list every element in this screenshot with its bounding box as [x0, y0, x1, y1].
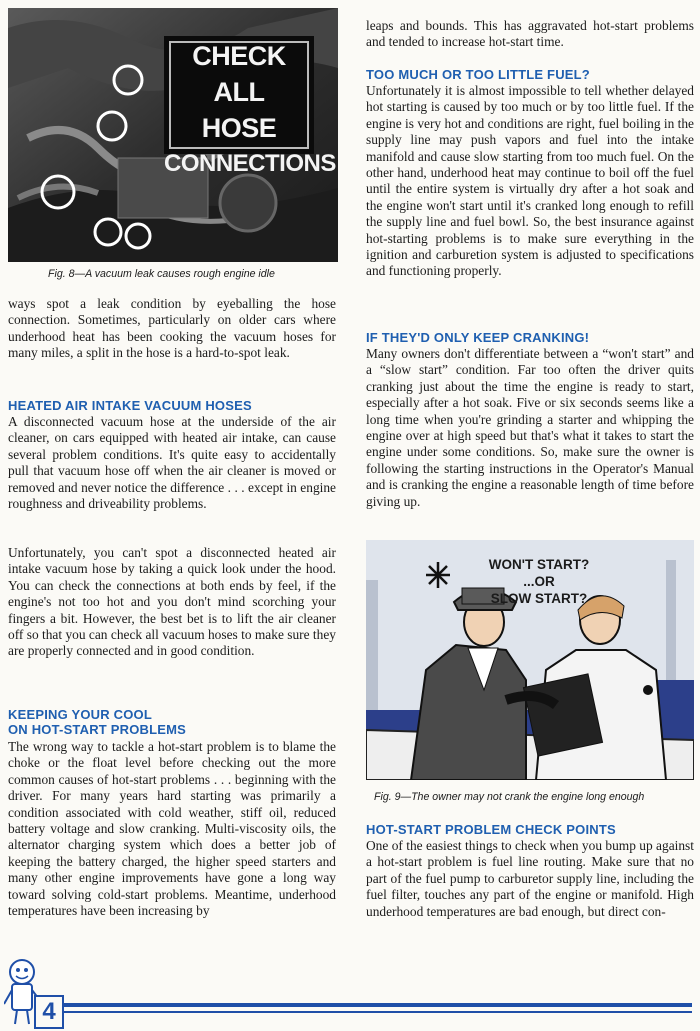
footer-rule	[60, 1003, 692, 1007]
paragraph: One of the easiest things to check when you bump up against a hot-start problem is fuel line routing. Make sure that no part of the fuel pump to carburetor supply line, including the fuel filter, touches any part of the engine or manifold. High underhood temperatures are bad enough, but direct con-	[366, 838, 694, 919]
page-number: 4	[34, 995, 64, 1029]
balloon-line: SLOW START?	[490, 591, 588, 606]
section-heading: HEATED AIR INTAKE VACUUM HOSES	[8, 398, 252, 413]
fig8-caption: Fig. 8—A vacuum leak causes rough engine idle	[48, 268, 275, 280]
fig9-caption: Fig. 9—The owner may not crank the engine long enough	[374, 791, 645, 803]
paragraph: Unfortunately, you can't spot a disconnected heated air intake vacuum hose by taking a quick look under the hood. You can check the connections at both ends by feel, if the engine's not too hot and you don't mind scorching your fingers a bit. However, the best bet is to lift the air cleaner off so that you can check all vacuum hoses to make sure they are properly connected and in good condition.	[8, 545, 336, 659]
fig8-sign-line: CONNECTIONS	[164, 150, 336, 177]
section-heading	[8, 707, 336, 737]
fig9-illustration	[366, 540, 694, 780]
speech-balloon	[484, 556, 594, 607]
heading-line: ON HOT-START PROBLEMS	[8, 722, 187, 737]
section-heading: TOO MUCH OR TOO LITTLE FUEL?	[366, 67, 590, 82]
fig8-sign-line: CHECK ALL	[192, 41, 286, 107]
section-heading: IF THEY'D ONLY KEEP CRANKING!	[366, 330, 590, 345]
fig8-sign-line: HOSE	[201, 113, 277, 143]
fig8-sign	[164, 38, 336, 182]
paragraph: A disconnected vacuum hose at the underside of the air cleaner, on cars equipped with heated air intake, can cause several problem conditions. It's quite easy to accidentally pull that vacuum hose off when the air cleaner is moved or removed and never notice the difference . . . except in engine roughness and driveability problems.	[8, 414, 336, 512]
balloon-line: WON'T START?	[488, 557, 590, 572]
paragraph: leaps and bounds. This has aggravated hot-start problems and tended to increase hot-start time.	[366, 18, 694, 50]
fig8-photo	[8, 8, 338, 262]
footer-rule	[60, 1011, 692, 1013]
paragraph: Unfortunately it is almost impossible to tell whether delayed hot starting is caused by too much or by too little fuel. If the engine is very hot and conditions are right, fuel boiling in the supply line may push vapors and fuel into the intake manifold and cause slow starting from too much fuel. On the other hand, underhood heat may continue to boil off the fuel until the entire system is virtually dry after a hot soak and the engine won't start until it's cranked long enough to refill the supply line and fuel bowl. So, the best insurance against hot-starting problems is to make sure everything in the ignition and carburetion system is adjusted to specifications and functioning properly.	[366, 83, 694, 279]
paragraph: The wrong way to tackle a hot-start problem is to blame the choke or the float level before checking out the more common causes of hot-start problems . . . beginning with the driver. For many years hard starting was primarily a condition associated with cold weather, stiff oil, reduced battery voltage and slow cranking. Multi-viscosity oils, the alternator charging system which does a better job of keeping the battery charged, the higher speed starters and many other engine improvements have gone a long way toward solving cold-start problems. Meantime, underhood temperatures have been increasing by	[8, 739, 336, 919]
heading-line: KEEPING YOUR COOL	[8, 707, 153, 722]
section-heading: HOT-START PROBLEM CHECK POINTS	[366, 822, 616, 837]
paragraph: Many owners don't differentiate between a “won't start” and a “slow start” condition. Far too often the driver quits cranking just about the time the engine is ready to start, especially after a hot soak. Five or six seconds seems like a long time when you're grinding a starter and whipping the engine over at high speed but that's what it takes to start the engine under some conditions. So, make sure the owner is following the starting instructions in the Operator's Manual and is cranking the engine a reasonable length of time before giving up.	[366, 346, 694, 509]
paragraph: ways spot a leak condition by eyeballing the hose connection. Sometimes, particularly on older cars where underhood heat has been cooking the vacuum hoses for many miles, a split in the hose is a hard-to-spot leak.	[8, 296, 336, 361]
balloon-line: ...OR	[523, 574, 555, 589]
